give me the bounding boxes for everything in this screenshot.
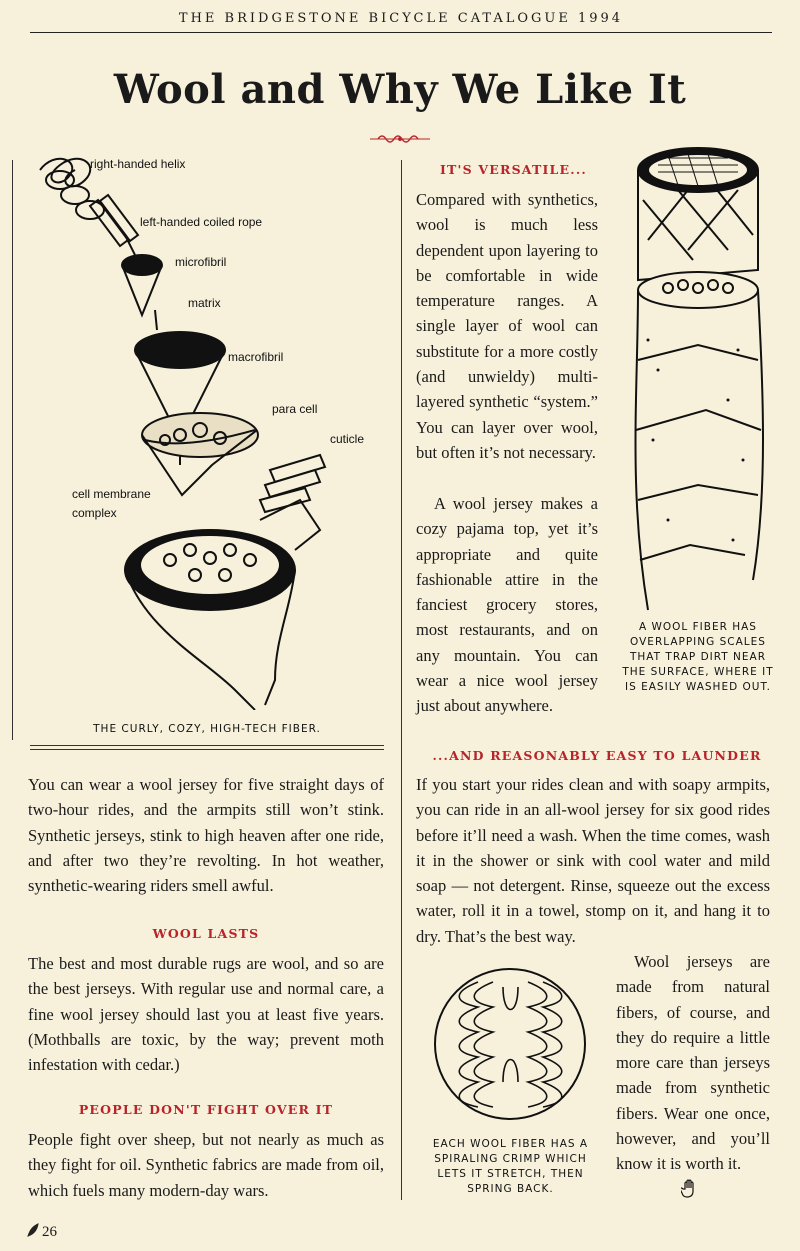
label-microfibril: microfibril	[175, 255, 227, 269]
label-cell-membrane: cell membrane	[72, 487, 151, 501]
column-rule-middle	[401, 160, 402, 1200]
heading-launder: ...AND REASONABLY EASY TO LAUNDER	[432, 748, 762, 763]
heading-people-fight: PEOPLE DON'T FIGHT OVER IT	[78, 1102, 334, 1117]
divider-bottom	[30, 749, 384, 750]
leaf-icon	[26, 1222, 40, 1238]
versatile-paragraph-2: A wool jersey makes a cozy pajama top, yet it’s appropriate and quite fashionable attire in the fanciest grocery stores, most restaurants, and on any mountain. You can wear a nice wool jersey just about anywhere.	[416, 494, 598, 716]
page-number: 26	[42, 1224, 57, 1240]
column-rule-left	[12, 160, 13, 740]
running-header: THE BRIDGESTONE BICYCLE CATALOGUE 1994	[30, 8, 772, 33]
stink-paragraph: You can wear a wool jersey for five straight days of two-hour rides, and the armpits still won’t stink. Synthetic jerseys, stink to high heaven after one ride, and after two they’re revolting. In hot weather, synthetic-wearing riders smell awful.	[28, 775, 384, 896]
page-title: Wool and Why We Like It	[113, 66, 687, 113]
ornament-icon	[370, 132, 430, 146]
label-cell-membrane-complex: complex	[72, 506, 117, 520]
label-cuticle: cuticle	[330, 432, 365, 446]
diagram-caption: THE CURLY, COZY, HIGH-TECH FIBER.	[93, 723, 321, 735]
heading-versatile: IT'S VERSATILE...	[440, 162, 587, 177]
heading-wool-lasts: WOOL LASTS	[152, 926, 260, 941]
label-macrofibril: macrofibril	[228, 350, 284, 364]
crimp-caption: EACH WOOL FIBER HAS A SPIRALING CRIMP WHICH LETS IT STRETCH, THEN SPRING BACK.	[432, 1138, 589, 1195]
divider-top	[30, 745, 384, 746]
hand-icon	[681, 1178, 701, 1198]
people-fight-paragraph: People fight over sheep, but not nearly as much as they fight for oil. Synthetic fabrics are made from oil, which fuels many modern-day wars.	[28, 1130, 384, 1200]
launder-paragraph-1: If you start your rides clean and with soapy armpits, you can ride in an all-wool jersey for six good rides before it’ll need a wash. When the time comes, wash it in the shower or sink with cool water and mild soap — not detergent. Rinse, squeeze out the excess water, roll it in a towel, stomp on it, and hang it to dry. That’s the best way.	[416, 775, 770, 946]
label-para-cell: para cell	[272, 402, 318, 416]
wool-lasts-paragraph: The best and most durable rugs are wool, and so are the best jerseys. With regular use and normal care, a fine wool jersey should last you at least five years. (Mothballs are toxic, by the way; prevent moth infestation with cedar.)	[28, 954, 384, 1075]
versatile-paragraph-1: Compared with synthetics, wool is much less dependent upon layering to be comfortable in wide temperature ranges. A single layer of wool can substitute for a more costly (and unwieldy) multi-layered synthetic “system.” You can layer over wool, but often it’s not necessary.	[416, 190, 598, 462]
launder-paragraph-2: Wool jerseys are made from natural fibers, of course, and they do require a little more care than jerseys made from synthetic fibers. Wear one once, however, and you’ll know it is worth it.	[616, 952, 770, 1174]
label-right-helix: right-handed helix	[90, 157, 186, 171]
fiber-scales-caption: A WOOL FIBER HAS OVERLAPPING SCALES THAT TRAP DIRT NEAR THE SURFACE, WHERE IT IS EASILY WASHED OUT.	[622, 621, 774, 693]
crimp-illustration	[428, 962, 593, 1127]
label-left-rope: left-handed coiled rope	[140, 215, 263, 229]
fiber-scales-illustration	[618, 140, 778, 615]
label-matrix: matrix	[188, 296, 221, 310]
